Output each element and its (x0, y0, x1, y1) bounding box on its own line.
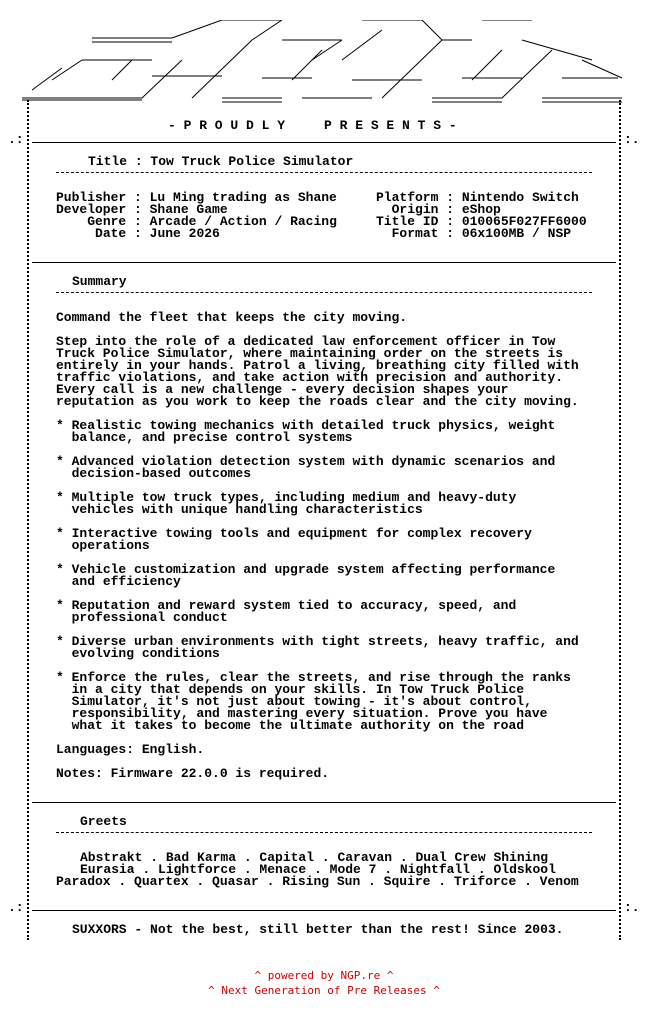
frame-left-border (27, 100, 29, 940)
publisher-row: Publisher : Lu Ming trading as Shane (56, 190, 337, 205)
platform-row: Platform : Nintendo Switch (376, 190, 579, 205)
date-value: June 2026 (149, 226, 220, 241)
date-row: Date : June 2026 (95, 226, 220, 241)
title-dash (56, 172, 592, 173)
notes: Notes: Firmware 22.0.0 is required. (56, 766, 330, 781)
title-row: Title : Tow Truck Police Simulator (88, 154, 354, 169)
titleid-value: 010065F027FF6000 (461, 214, 587, 229)
feature-bullet: * Diverse urban environments with tight streets, heavy traffic, and evolving conditions (56, 634, 579, 661)
info-right-column (376, 192, 587, 240)
summary-heading: Summary (72, 274, 127, 289)
feature-bullet: * Multiple tow truck types, including medium and heavy-duty vehicles with unique handling characteristics (56, 490, 517, 517)
frame-left-dots-bottom: .: (8, 900, 24, 915)
tagline: - P R O U D L Y P R E S E N T S - (168, 118, 457, 133)
feature-bullet: * Reputation and reward system tied to accuracy, speed, and professional conduct (56, 598, 517, 625)
format-row: Format : 06x100MB / NSP (391, 226, 572, 241)
frame-right-border (619, 100, 621, 940)
title-label: Title (88, 154, 128, 169)
group-logo (22, 20, 626, 108)
section-divider (32, 910, 616, 911)
feature-bullet: * Enforce the rules, clear the streets, and rise through the ranks in a city that depends on your skills. In Tow Truck Police Simulator, it's not just about towing - it's about control, responsibility, and mastering every situation. Prove you have what it takes to become the ultimate authority on the road (56, 670, 571, 733)
feature-bullet: * Advanced violation detection system with dynamic scenarios and decision-based outcomes (56, 454, 556, 481)
greets-heading: Greets (80, 814, 127, 829)
release-title: Tow Truck Police Simulator (150, 154, 354, 169)
feature-bullet: * Interactive towing tools and equipment for complex recovery operations (56, 526, 532, 553)
feature-bullet: * Vehicle customization and upgrade system affecting performance and efficiency (56, 562, 556, 589)
format-value: 06x100MB / NSP (461, 226, 572, 241)
summary-dash (56, 292, 592, 293)
section-divider (32, 262, 616, 263)
origin-value: eShop (461, 202, 501, 217)
publisher-value: Lu Ming trading as Shane (149, 190, 337, 205)
greets-line: Paradox . Quartex . Quasar . Rising Sun . Squire . Triforce . Venom (56, 874, 579, 889)
info-left-column (56, 192, 337, 240)
frame-left-dots: .: (8, 132, 24, 147)
greets-line: Eurasia . Lightforce . Menace . Mode 7 . Nightfall . Oldskool (80, 862, 556, 877)
feature-bullet: * Realistic towing mechanics with detailed truck physics, weight balance, and precise control systems (56, 418, 556, 445)
languages: Languages: English. (56, 742, 205, 757)
summary-paragraph: Step into the role of a dedicated law enforcement officer in Tow Truck Police Simulator, where maintaining order on the streets is entirely in your hands. Patrol a living, breathing city filled with traffic violations, and take action with precision and authority. Every call is a new challenge - every decision shapes your reputation as you work to keep the roads clear and the city moving. (56, 334, 579, 409)
genre-value: Arcade / Action / Racing (149, 214, 337, 229)
footer-powered-by: ^ powered by NGP.re ^ (254, 969, 394, 982)
developer-value: Shane Game (149, 202, 228, 217)
developer-row: Developer : Shane Game (56, 202, 228, 217)
frame-right-dots: :. (624, 132, 640, 147)
titleid-row: Title ID : 010065F027FF6000 (376, 214, 587, 229)
frame-right-dots-bottom: :. (624, 900, 640, 915)
genre-row: Genre : Arcade / Action / Racing (87, 214, 337, 229)
section-divider (32, 802, 616, 803)
footer-tagline: ^ Next Generation of Pre Releases ^ (208, 984, 440, 997)
platform-value: Nintendo Switch (461, 190, 579, 205)
group-motto: SUXXORS - Not the best, still better than the rest! Since 2003. (72, 922, 564, 937)
summary-intro: Command the fleet that keeps the city moving. (56, 310, 408, 325)
greets-line: Abstrakt . Bad Karma . Capital . Caravan . Dual Crew Shining (80, 850, 549, 865)
origin-row: Origin : eShop (391, 202, 501, 217)
greets-dash (56, 832, 592, 833)
section-divider (32, 142, 616, 143)
